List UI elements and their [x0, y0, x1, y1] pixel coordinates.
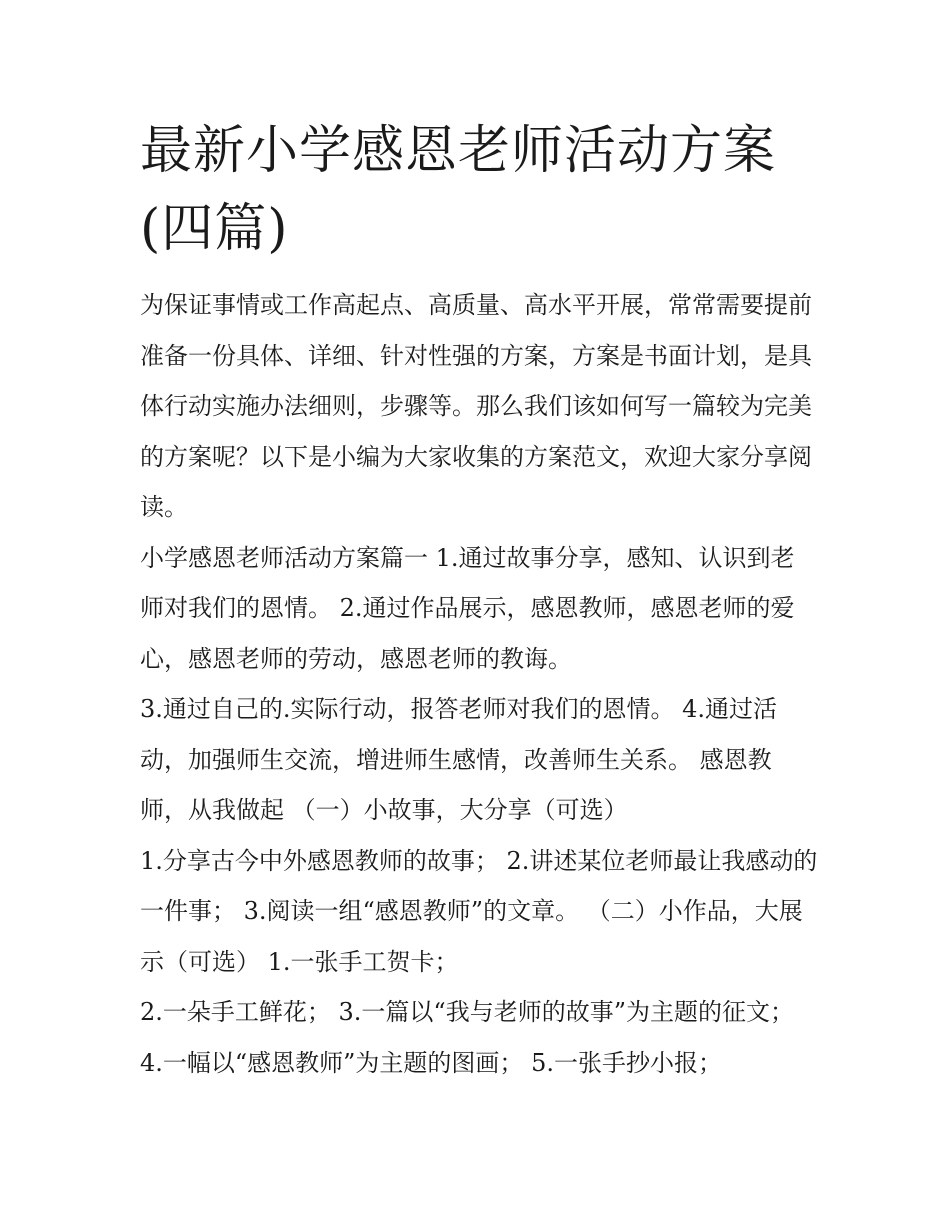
document-title: 最新小学感恩老师活动方案(四篇)	[140, 121, 777, 259]
body-paragraph-2: 3.通过自己的.实际行动，报答老师对我们的恩情。 4.通过活动，加强师生交流，增进师生感情，改善师生关系。 感恩教师，从我做起 （一）小故事，大分享（可选）	[140, 695, 778, 824]
body-paragraph-4: 2.一朵手工鲜花； 3.一篇以“我与老师的故事”为主题的征文；	[140, 998, 794, 1026]
document-page	[140, 112, 818, 1088]
body-paragraph-1: 小学感恩老师活动方案篇一 1.通过故事分享，感知、认识到老师对我们的恩情。 2.通过作品展示，感恩教师，感恩老师的爱心，感恩老师的劳动，感恩老师的教诲。	[140, 543, 795, 673]
body-paragraph-3: 1.分享古今中外感恩教师的故事； 2.讲述某位老师最让我感动的一件事； 3.阅读一组“感恩教师”的文章。 （二）小作品，大展示（可选） 1.一张手工贺卡；	[140, 846, 818, 976]
body-paragraph-5: 4.一幅以“感恩教师”为主题的图画； 5.一张手抄小报；	[140, 1048, 722, 1077]
intro-paragraph: 为保证事情或工作高起点、高质量、高水平开展，常常需要提前准备一份具体、详细、针对性强的方案，方案是书面计划，是具体行动实施办法细则，步骤等。那么我们该如何写一篇较为完美的方案呢？以下是小编为大家收集的方案范文，欢迎大家分享阅读。	[140, 291, 812, 521]
